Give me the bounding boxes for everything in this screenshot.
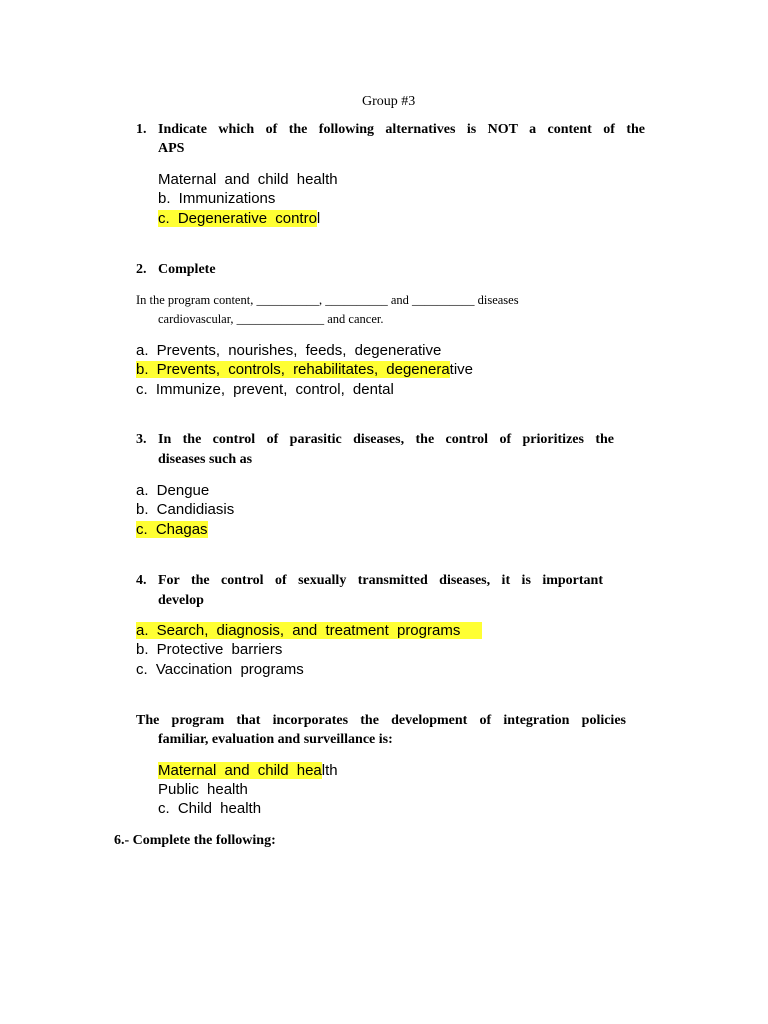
q3-number: 3. (136, 432, 147, 447)
q5-option-c: c. Child health (158, 800, 262, 817)
q3-option-c (136, 521, 208, 538)
q3-option-a: a. Dengue (136, 482, 210, 499)
q1-text: Indicate which of the following alternatives is NOT a content of the (158, 122, 645, 137)
q2-text: Complete (158, 262, 216, 277)
q4-text: For the control of sexually transmitted diseases, it is important (158, 573, 603, 588)
highlight: a. Search, diagnosis, and treatment programs (136, 622, 482, 639)
page-title: Group #3 (362, 94, 416, 109)
q1-option-a: Maternal and child health (158, 171, 338, 188)
q2-option-b: b. Prevents, controls, rehabilitates, degenerative (136, 361, 474, 378)
q4-number: 4. (136, 573, 147, 588)
q3-option-b: b. Candidiasis (136, 501, 235, 518)
q4-option-c: c. Vaccination programs (136, 661, 304, 678)
q5-option-a: Maternal and child health (158, 762, 338, 779)
q2-option-c: c. Immunize, prevent, control, dental (136, 381, 394, 398)
q2-number: 2. (136, 262, 147, 277)
q5-text-cont: familiar, evaluation and surveillance is: (158, 732, 393, 747)
q2-sentence-line1: In the program content, __________, __________ and __________ diseases (136, 293, 519, 307)
q5-option-b: Public health (158, 781, 248, 798)
q3-text-cont: diseases such as (158, 452, 253, 467)
q1-text-cont: APS (158, 141, 185, 156)
highlight: Maternal and child hea (158, 762, 322, 779)
q3-text: In the control of parasitic diseases, the control of prioritizes the (158, 432, 614, 447)
q1-option-c: c. Degenerative control (158, 210, 321, 227)
q6-text: 6.- Complete the following: (114, 833, 276, 848)
q2-option-a: a. Prevents, nourishes, feeds, degenerative (136, 342, 442, 359)
q5-text: The program that incorporates the development of integration policies (136, 713, 626, 728)
q2-sentence-line2: cardiovascular, ______________ and cancer. (158, 312, 384, 326)
highlight: b. Prevents, controls, rehabilitates, degenera (136, 361, 450, 378)
q1-option-b: b. Immunizations (158, 190, 276, 207)
q4-text-cont: develop (158, 593, 204, 608)
q4-option-b: b. Protective barriers (136, 641, 283, 658)
q4-option-a (136, 622, 482, 639)
q1-number: 1. (136, 122, 147, 137)
highlight: c. Chagas (136, 521, 208, 538)
highlight: c. Degenerative contro (158, 210, 317, 227)
